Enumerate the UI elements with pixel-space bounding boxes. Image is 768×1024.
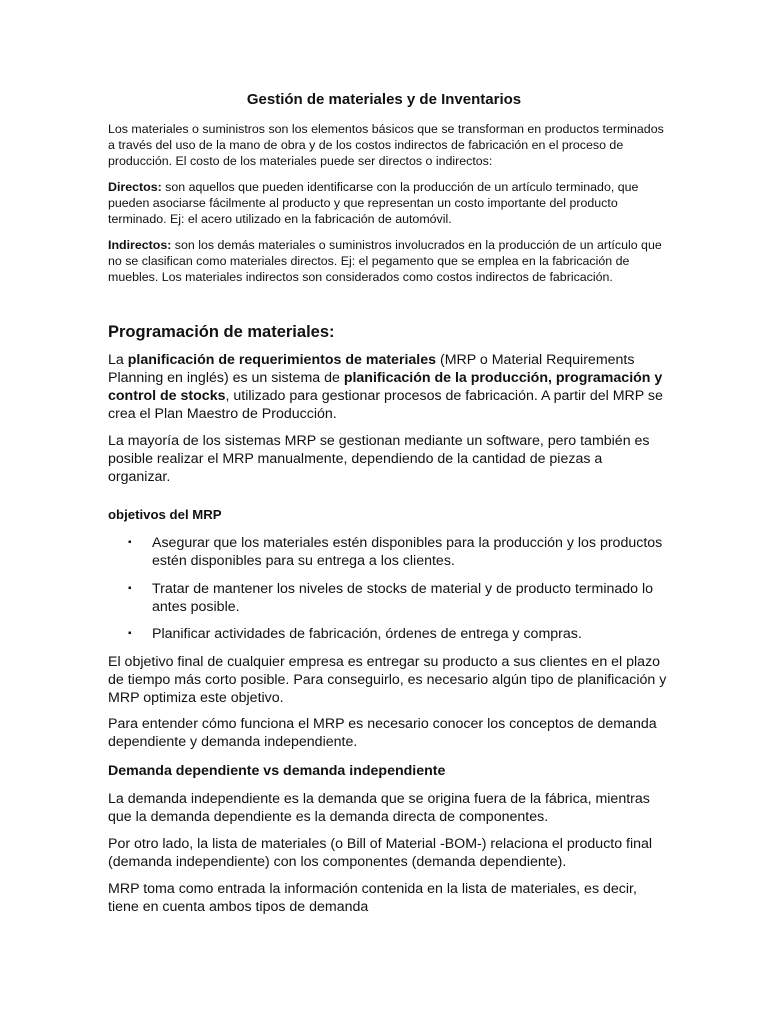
bullet-icon: ▪: [128, 583, 132, 594]
indirectos-paragraph: [108, 237, 668, 285]
intro-paragraph: Los materiales o suministros son los elementos básicos que se transforman en productos terminados a través del uso de la mano de obra y de los costos indirectos de fabricación en el proceso de producción. El costo de los materiales puede ser directos o indirectos:: [108, 122, 664, 168]
mrp-bold-2: planificación de la producción, programación y control de stocks: [108, 370, 663, 404]
mrp-text-2: (MRP o Material Requirements Planning en inglés) es un sistema de: [108, 352, 635, 386]
indirectos-label: Indirectos:: [108, 238, 172, 252]
document-title: Gestión de materiales y de Inventarios: [246, 91, 522, 108]
directos-text: son aquellos que pueden identificarse con la producción de un artículo terminado, que pueden asociarse fácilmente al producto y que representan un costo importante del producto terminado. Ej: el acero utilizado en la fabricación de automóvil.: [108, 180, 639, 226]
programacion-heading: Programación de materiales:: [108, 323, 335, 341]
demanda-heading: Demanda dependiente vs demanda independiente: [108, 763, 446, 779]
objetivo-final-paragraph: El objetivo final de cualquier empresa es entregar su producto a sus clientes en el plazo de tiempo más corto posible. Para conseguirlo, es necesario algún tipo de planificación y MRP optimiza este objetivo.: [108, 654, 667, 706]
mrp-text-3: , utilizado para gestionar procesos de fabricación. A partir del MRP se crea el Plan Maestro de Producción.: [108, 388, 663, 422]
indirectos-text: son los demás materiales o suministros involucrados en la producción de un artículo que no se clasifican como materiales directos. Ej: el pegamento que se emplea en la fabricación de muebles. Los materiales indirectos son considerados como costos indirectos de fabricación.: [108, 238, 662, 284]
mrp-definition-paragraph: [108, 351, 668, 423]
objetivos-heading: objetivos del MRP: [108, 507, 222, 522]
directos-paragraph: [108, 179, 668, 227]
objetivo-item-text: Tratar de mantener los niveles de stocks de material y de producto terminado lo antes posible.: [152, 581, 654, 615]
mrp-bold-1: planificación de requerimientos de materiales: [127, 352, 437, 368]
entender-mrp-paragraph: Para entender cómo funciona el MRP es necesario conocer los conceptos de demanda dependiente y demanda independiente.: [108, 716, 657, 750]
objetivo-item-text: Planificar actividades de fabricación, órdenes de entrega y compras.: [152, 626, 582, 642]
mrp-software-paragraph: La mayoría de los sistemas MRP se gestionan mediante un software, pero también es posible realizar el MRP manualmente, dependiendo de la cantidad de piezas a organizar.: [108, 433, 650, 485]
directos-label: Directos:: [108, 180, 162, 194]
demanda-paragraph-3: MRP toma como entrada la información contenida en la lista de materiales, es decir, tiene en cuenta ambos tipos de demanda: [108, 881, 637, 915]
demanda-paragraph-1: La demanda independiente es la demanda que se origina fuera de la fábrica, mientras que la demanda dependiente es la demanda directa de componentes.: [108, 791, 650, 825]
mrp-text-1: La: [108, 352, 128, 368]
bullet-icon: ▪: [128, 537, 132, 548]
demanda-paragraph-2: Por otro lado, la lista de materiales (o Bill of Material -BOM-) relaciona el producto final (demanda independiente) con los componentes (demanda dependiente).: [108, 836, 653, 870]
bullet-icon: ▪: [128, 628, 132, 639]
objetivo-item-text: Asegurar que los materiales estén disponibles para la producción y los productos estén disponibles para su entrega a los clientes.: [152, 535, 663, 569]
